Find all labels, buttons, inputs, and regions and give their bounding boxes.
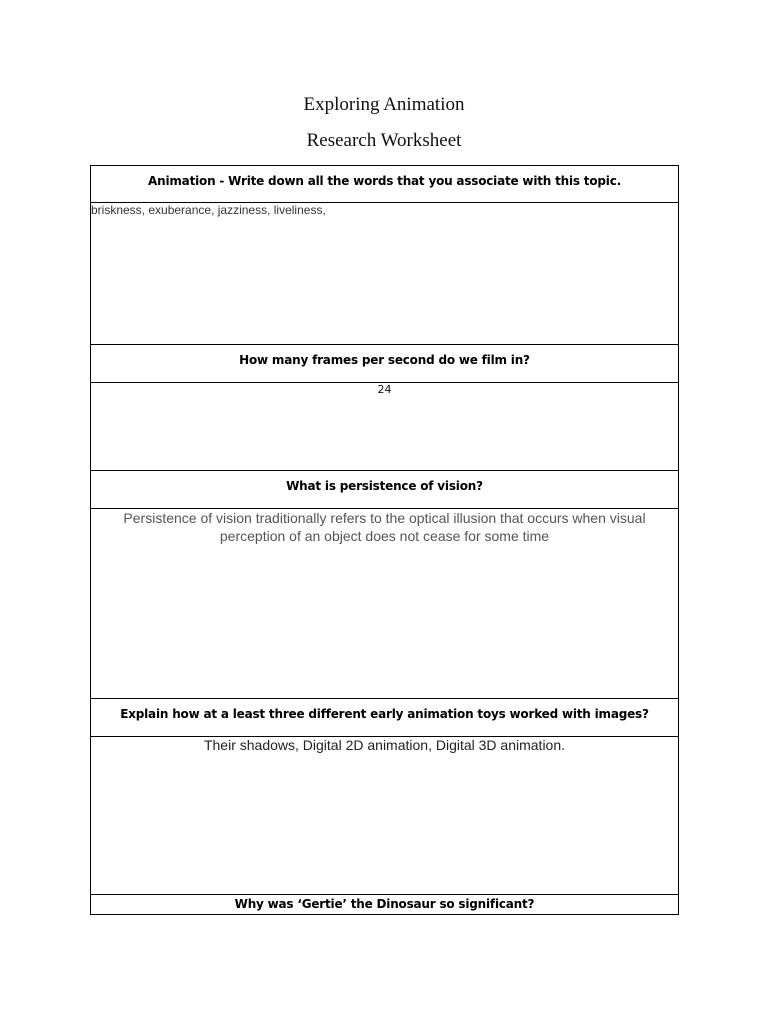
question-1: Animation - Write down all the words that you associate with this topic. bbox=[91, 166, 679, 203]
answer-2[interactable]: 24 bbox=[91, 383, 679, 471]
answer-row bbox=[91, 203, 679, 345]
question-2: How many frames per second do we film in? bbox=[91, 345, 679, 383]
question-row bbox=[91, 895, 679, 915]
question-5: Why was ‘Gertie’ the Dinosaur so significant? bbox=[91, 895, 679, 915]
answer-row bbox=[91, 509, 679, 699]
worksheet-title: Exploring Animation bbox=[303, 94, 465, 115]
answer-row bbox=[91, 737, 679, 895]
question-row bbox=[91, 699, 679, 737]
worksheet-table bbox=[90, 165, 679, 915]
answer-3[interactable]: Persistence of vision traditionally refers to the optical illusion that occurs when visual perception of an object does not cease for some time bbox=[91, 509, 679, 699]
question-3: What is persistence of vision? bbox=[91, 471, 679, 509]
question-row bbox=[91, 345, 679, 383]
question-row bbox=[91, 166, 679, 203]
answer-1[interactable]: briskness, exuberance, jazziness, liveliness, bbox=[91, 203, 679, 345]
answer-4[interactable]: Their shadows, Digital 2D animation, Digital 3D animation. bbox=[91, 737, 679, 895]
question-row bbox=[91, 471, 679, 509]
question-4: Explain how at a least three different early animation toys worked with images? bbox=[91, 699, 679, 737]
worksheet-subtitle: Research Worksheet bbox=[306, 130, 462, 151]
answer-row bbox=[91, 383, 679, 471]
